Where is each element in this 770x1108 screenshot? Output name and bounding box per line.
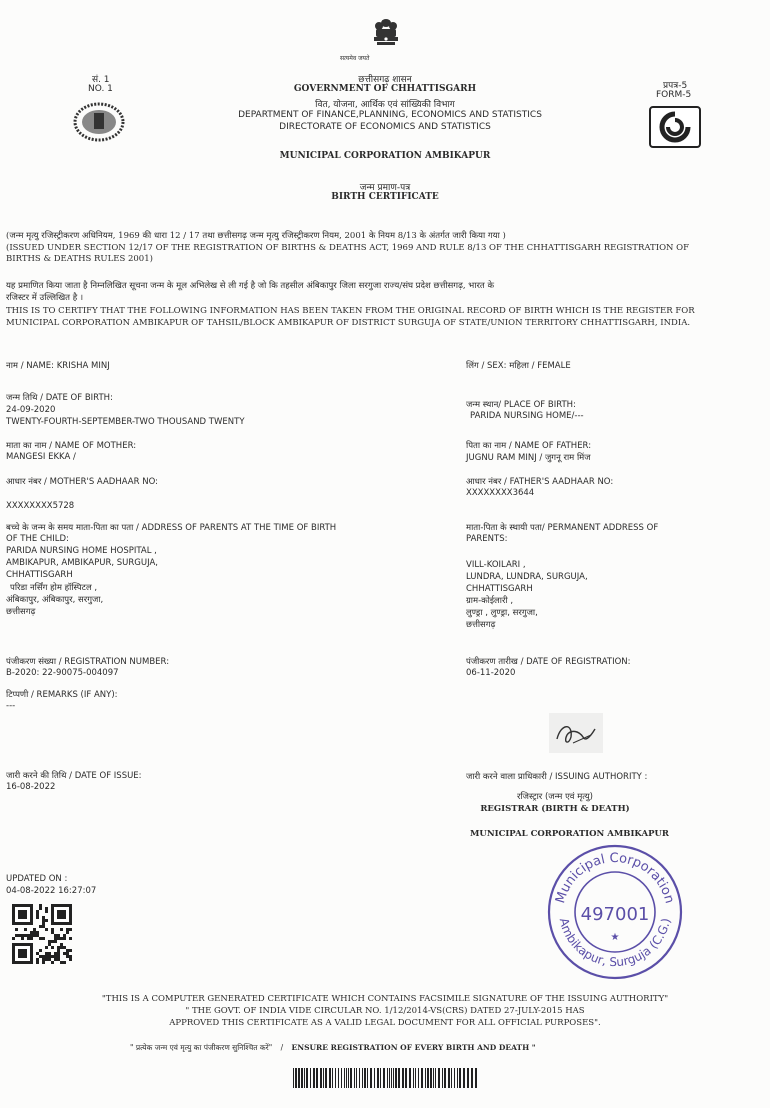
- authority-corporation: MUNICIPAL CORPORATION AMBIKAPUR: [470, 829, 669, 839]
- name-value: KRISHA MINJ: [56, 361, 110, 371]
- pob-label: जन्म स्थान/ PLACE OF BIRTH:: [466, 400, 576, 410]
- form-name: FORM-5: [656, 90, 692, 100]
- permanent-address-hindi-line: ग्राम-कोईलारी ,: [466, 596, 514, 606]
- mother-name-value: MANGESI EKKA /: [6, 452, 76, 462]
- slogan-hindi: " प्रत्येक जन्म एवं मृत्यु का पंजीकरण सुनिश्चित करें": [130, 1043, 273, 1052]
- mother-aadhaar-value: XXXXXXXX5728: [6, 501, 75, 511]
- state-name-hindi: छत्तीसगढ़ शासन: [358, 75, 412, 85]
- directorate-name: DIRECTORATE OF ECONOMICS AND STATISTICS: [279, 122, 491, 132]
- issued-under-hindi: (जन्म मृत्यु रजिस्ट्रीकरण अधिनियम, 1969 की धारा 12 / 17 तथा छत्तीसगढ़ जन्म मृत्यु रजिस्ट्रीकरण नियम, 2001 के नियम 8/13 के अंतर्गत जारी किया गया ): [6, 231, 506, 241]
- birth-address-label-1: बच्चे के जन्म के समय माता-पिता का पता / ADDRESS OF PARENTS AT THE TIME OF BIRTH: [6, 523, 337, 533]
- dob-value: 24-09-2020: [6, 405, 56, 415]
- mother-name-label: माता का नाम / NAME OF MOTHER:: [6, 441, 137, 451]
- registrar-title: REGISTRAR (BIRTH & DEATH): [480, 804, 630, 814]
- svg-text:Municipal Corporation: [553, 851, 677, 905]
- birth-address-hindi-line: छत्तीसगढ़: [6, 607, 36, 617]
- certificate-title: BIRTH CERTIFICATE: [331, 192, 439, 202]
- footer-line-2: " THE GOVT. OF INDIA VIDE CIRCULAR NO. 1/12/2014-VS(CRS) DATED 27-JULY-2015 HAS: [185, 1006, 585, 1016]
- crs-logo-icon: [649, 106, 701, 148]
- birth-address-hindi-line: अंबिकापुर, अंबिकापुर, सरगुजा,: [6, 595, 104, 605]
- updated-on-value: 04-08-2022 16:27:07: [6, 886, 97, 896]
- national-emblem-icon: [368, 16, 404, 52]
- stamp-pin-code: 497001: [580, 904, 650, 925]
- certify-line-1: THIS IS TO CERTIFY THAT THE FOLLOWING INFORMATION HAS BEEN TAKEN FROM THE ORIGINAL RECORD OF BIRTH WHICH IS THE REGISTER FOR: [6, 306, 695, 316]
- birth-address-hindi-line: परिडा नर्सिंग होम हॉस्पिटल ,: [10, 583, 98, 593]
- form-number: NO. 1: [88, 84, 113, 94]
- footer-line-3: APPROVED THIS CERTIFICATE AS A VALID LEGAL DOCUMENT FOR ALL OFFICIAL PURPOSES".: [169, 1018, 601, 1028]
- form-name-hindi: प्रपत्र-5: [663, 81, 688, 91]
- issuing-authority-label: जारी करने वाला प्राधिकारी / ISSUING AUTHORITY :: [466, 772, 648, 782]
- stamp-top-text: Municipal Corporation: [553, 850, 677, 906]
- pob-value: PARIDA NURSING HOME/---: [470, 411, 584, 421]
- department-name: DEPARTMENT OF FINANCE,PLANNING, ECONOMICS AND STATISTICS: [238, 110, 542, 120]
- name-label: नाम / NAME:: [6, 361, 55, 371]
- barcode-icon: [293, 1068, 479, 1088]
- dob-words: TWENTY-FOURTH-SEPTEMBER-TWO THOUSAND TWENTY: [6, 417, 245, 427]
- chhattisgarh-seal-icon: [73, 102, 125, 142]
- stamp-bottom-text: Ambikapur, Surguja (C.G.): [556, 916, 674, 970]
- registration-date-value: 06-11-2020: [466, 668, 516, 678]
- permanent-address-hindi-line: लुण्ड्रा , लुण्ड्रा, सरगुजा,: [466, 608, 538, 618]
- updated-on-label: UPDATED ON :: [6, 874, 68, 884]
- father-name-label: पिता का नाम / NAME OF FATHER:: [466, 441, 592, 451]
- slogan-separator: /: [280, 1043, 284, 1052]
- certify-hindi-line-1: यह प्रमाणित किया जाता है निम्नलिखित सूचना जन्म के मूल अभिलेख से ली गई है जो कि तहसील अंबिकापुर जिला सरगुजा राज्य/संघ प्रदेश छत्तीसगढ़, भारत के: [6, 281, 494, 291]
- issued-under-line-2: BIRTHS & DEATHS RULES 2001): [6, 254, 153, 264]
- father-aadhaar-value: XXXXXXXX3644: [466, 488, 535, 498]
- registration-number-label: पंजीकरण संख्या / REGISTRATION NUMBER:: [6, 657, 170, 667]
- corporation-name: MUNICIPAL CORPORATION AMBIKAPUR: [279, 151, 491, 161]
- sex-field: [466, 360, 571, 371]
- sex-label: लिंग / SEX:: [466, 361, 507, 371]
- remarks-label: टिप्पणी / REMARKS (IF ANY):: [6, 690, 118, 700]
- certificate-title-hindi: जन्म प्रमाण-पत्र: [359, 183, 411, 193]
- registration-date-label: पंजीकरण तारीख / DATE OF REGISTRATION:: [466, 657, 631, 667]
- birth-address-line: AMBIKAPUR, AMBIKAPUR, SURGUJA,: [6, 558, 158, 568]
- issued-under-line-1: (ISSUED UNDER SECTION 12/17 OF THE REGISTRATION OF BIRTHS & DEATHS ACT, 1969 AND RULE 8/13 OF THE CHHATTISGARH REGISTRATION OF: [6, 243, 690, 253]
- footer-slogan: [130, 1043, 536, 1053]
- permanent-address-label-1: माता-पिता के स्थायी पता/ PERMANENT ADDRESS OF: [466, 523, 659, 533]
- father-name-value: JUGNU RAM MINJ / जुगनू राम मिंज: [466, 453, 591, 463]
- certify-line-2: MUNICIPAL CORPORATION AMBIKAPUR OF TAHSIL/BLOCK AMBIKAPUR OF DISTRICT SURGUJA OF STATE/UNION TERRITORY CHHATTISGARH, INDIA.: [6, 318, 691, 328]
- registrar-hindi: रजिस्ट्रार (जन्म एवं मृत्यु): [517, 792, 593, 802]
- certify-hindi-line-2: रजिस्टर में उल्लिखित है ।: [6, 293, 84, 303]
- mother-aadhaar-label: आधार नंबर / MOTHER'S AADHAAR NO:: [6, 477, 158, 487]
- dob-label: जन्म तिथि / DATE OF BIRTH:: [6, 393, 113, 403]
- remarks-value: ---: [6, 701, 16, 711]
- birth-address-line: CHHATTISGARH: [6, 570, 73, 580]
- form-number-hindi: सं. 1: [92, 75, 110, 85]
- permanent-address-hindi-line: छत्तीसगढ़: [466, 620, 496, 630]
- municipal-corporation-stamp-icon: [535, 840, 695, 980]
- qr-code-icon: [12, 904, 72, 964]
- registration-number-value: B-2020: 22-90075-004097: [6, 668, 119, 678]
- emblem-motto: सत्यमेव जयते: [340, 55, 370, 62]
- slogan-english: ENSURE REGISTRATION OF EVERY BIRTH AND DEATH ": [291, 1043, 536, 1052]
- government-name: GOVERNMENT OF CHHATTISGARH: [293, 84, 477, 94]
- permanent-address-line: CHHATTISGARH: [466, 584, 533, 594]
- registrar-signature-image: [543, 709, 607, 757]
- father-aadhaar-label: आधार नंबर / FATHER'S AADHAAR NO:: [466, 477, 614, 487]
- sex-value: महिला / FEMALE: [509, 361, 571, 371]
- permanent-address-label-2: PARENTS:: [466, 534, 508, 544]
- issue-date-value: 16-08-2022: [6, 782, 56, 792]
- birth-address-line: PARIDA NURSING HOME HOSPITAL ,: [6, 546, 157, 556]
- department-hindi: वित, योजना, आर्थिक एवं सांख्यिकी विभाग: [315, 100, 455, 110]
- permanent-address-line: LUNDRA, LUNDRA, SURGUJA,: [466, 572, 588, 582]
- name-field: [6, 360, 110, 371]
- issue-date-label: जारी करने की तिथि / DATE OF ISSUE:: [6, 771, 142, 781]
- birth-address-label-2: OF THE CHILD:: [6, 534, 69, 544]
- footer-line-1: "THIS IS A COMPUTER GENERATED CERTIFICATE WHICH CONTAINS FACSIMILE SIGNATURE OF THE ISSUING AUTHORITY": [101, 994, 669, 1004]
- permanent-address-line: VILL-KOILARI ,: [466, 560, 526, 570]
- svg-text:★: ★: [610, 932, 620, 943]
